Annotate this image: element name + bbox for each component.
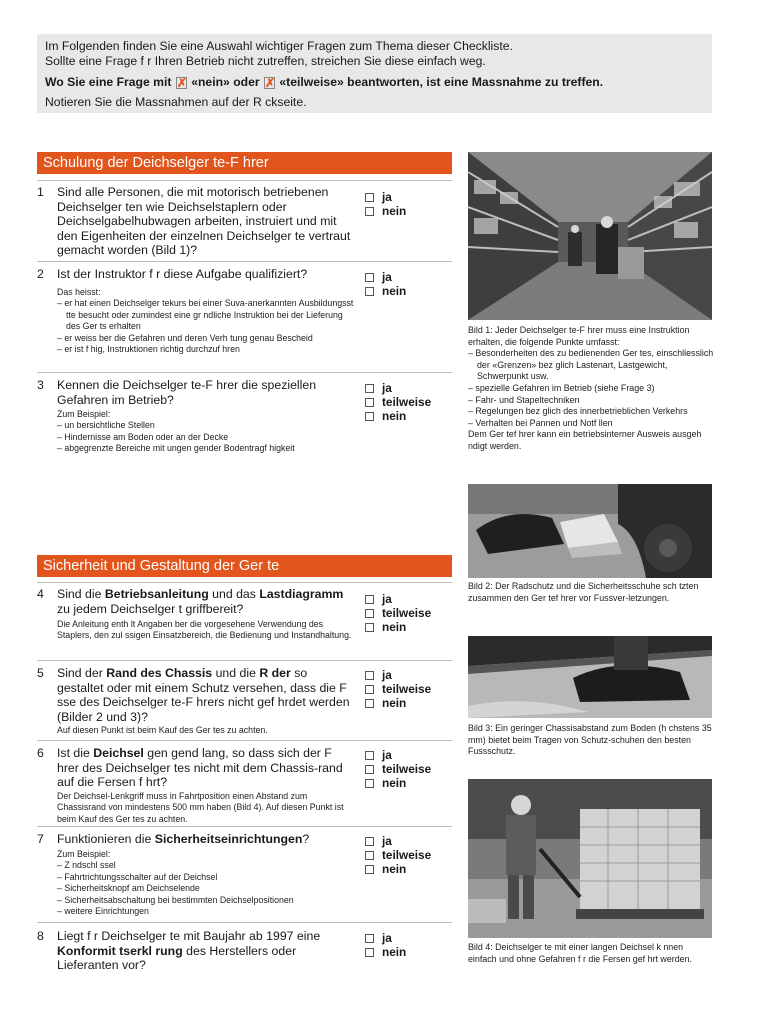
- option-ja[interactable]: ja: [365, 270, 455, 284]
- option-teilweise[interactable]: teilweise: [365, 762, 455, 776]
- checkbox[interactable]: [365, 837, 374, 846]
- answer-options: [365, 668, 455, 710]
- question-2: [37, 267, 457, 372]
- cross-mark-icon: ✗: [265, 75, 276, 90]
- note-item: – un bersichtliche Stellen: [57, 420, 155, 431]
- caption-bild-1: Bild 1: Jeder Deichselger te-F hrer muss eine Instruktion erhalten, die folgende Punkte umfasst: – Besonderheiten des zu bedienenden Ger tes, einschliesslich der «Grenzen» bez glich Lastenart, Lastgewicht, Schwerpunkt usw. – spezielle Gefahren im Betrieb (siehe Frage 3) – Fahr- und Stapeltechniken – Regelungen bez glich des innerbetrieblichen Verkehrs – Verhalten bei Pannen und Notf llen Dem Ger tef hrer kann ein betriebsinterner Ausweis ausgeh ndigt werden.: [468, 325, 714, 451]
- question-8: [37, 929, 457, 979]
- question-number: 4: [37, 587, 44, 601]
- question-number: 5: [37, 666, 44, 680]
- checkbox[interactable]: [365, 595, 374, 604]
- answer-options: [365, 190, 455, 218]
- question-text: Kennen die Deichselger te-F hrer die speziellen Gefahren im Betrieb?: [57, 378, 317, 407]
- divider: [37, 582, 452, 583]
- answer-options: [365, 834, 455, 876]
- question-number: 7: [37, 832, 44, 846]
- option-nein[interactable]: nein: [365, 620, 455, 634]
- checkbox[interactable]: [365, 685, 374, 694]
- divider: [37, 261, 452, 262]
- intro-instruction: Wo Sie eine Frage mit ✗ «nein» oder ✗ «teilweise» beantworten, ist eine Massnahme zu treffen.: [45, 74, 604, 90]
- intro-line: Notieren Sie die Massnahmen auf der R ckseite.: [45, 95, 307, 110]
- photo-chassis: [468, 636, 712, 718]
- divider: [37, 180, 452, 181]
- option-ja[interactable]: ja: [365, 931, 455, 945]
- caption-item: – spezielle Gefahren im Betrieb (siehe Frage 3): [468, 382, 655, 393]
- checkbox[interactable]: [365, 699, 374, 708]
- checkbox[interactable]: [365, 398, 374, 407]
- question-number: 8: [37, 929, 44, 943]
- section-title: Schulung der Deichselger te-F hrer: [37, 152, 452, 174]
- option-nein[interactable]: nein: [365, 945, 455, 959]
- answer-options: [365, 270, 455, 298]
- question-text: Liegt f r Deichselger te mit Baujahr ab 1997 eine Konformit tserkl rung des Herstellers oder Lieferanten vor?: [57, 929, 321, 972]
- checkbox[interactable]: [365, 765, 374, 774]
- caption-item: – Besonderheiten des zu bedienenden Ger tes, einschliesslich der «Grenzen» bez glich Lastenart, Lastgewicht, Schwerpunkt usw.: [468, 348, 714, 382]
- intro-box: [37, 34, 712, 113]
- wheel-guard-image: [468, 484, 712, 578]
- question-5: [37, 666, 457, 738]
- question-text: Ist der Instruktor f r diese Aufgabe qualifiziert?: [57, 267, 308, 281]
- option-ja[interactable]: ja: [365, 381, 455, 395]
- note-item: – er hat einen Deichselger tekurs bei einer Suva-anerkannten Ausbildungsst tte besucht oder zumindest eine gr ndliche Instruktion bei der Lieferung des Ger ts erhalten: [57, 298, 354, 332]
- photo-warehouse: [468, 152, 712, 320]
- question-number: 3: [37, 378, 44, 392]
- answer-options: [365, 381, 455, 423]
- checkbox[interactable]: [365, 865, 374, 874]
- note-item: – Fahrtrichtungsschalter auf der Deichsel: [57, 871, 218, 882]
- note-item: – Z ndschl ssel: [57, 860, 116, 871]
- note-item: – Sicherheitsknopf am Deichselende: [57, 883, 200, 894]
- section-title: Sicherheit und Gestaltung der Ger te: [37, 555, 452, 577]
- checkbox[interactable]: [365, 412, 374, 421]
- caption-item: – Fahr- und Stapeltechniken: [468, 394, 580, 405]
- divider: [37, 826, 452, 827]
- option-nein[interactable]: nein: [365, 696, 455, 710]
- question-text: Sind alle Personen, die mit motorisch betriebenen Deichselger ten wie Deichselstaplern oder Deichselgabelhubwagen arbeiten, instruiert und mit den Eigenheiten der einzelnen Deichselger te vertraut gemacht worden (Bild 1)?: [57, 185, 351, 257]
- option-teilweise[interactable]: teilweise: [365, 606, 455, 620]
- question-1: [37, 185, 457, 265]
- divider: [37, 740, 452, 741]
- option-teilweise[interactable]: teilweise: [365, 682, 455, 696]
- checkbox[interactable]: [365, 779, 374, 788]
- option-ja[interactable]: ja: [365, 748, 455, 762]
- question-note: Der Deichsel-Lenkgriff muss in Fahrtposition einen Abstand zum Chassisrand von mindestens 500 mm haben (Bild 4). Auf diesen Punkt ist beim Kauf des Ger tes zu achten.: [57, 791, 344, 824]
- divider: [37, 372, 452, 373]
- cross-mark-icon: ✗: [176, 75, 187, 90]
- warehouse-image: [468, 152, 712, 320]
- question-4: [37, 587, 457, 659]
- question-number: 6: [37, 746, 44, 760]
- checkbox[interactable]: [365, 287, 374, 296]
- question-6: [37, 746, 457, 824]
- checkbox[interactable]: [365, 193, 374, 202]
- caption-bild-2: Bild 2: Der Radschutz und die Sicherheitsschuhe sch tzten zusammen den Ger tef hrer vor Fussver-letzungen.: [468, 581, 699, 603]
- option-nein[interactable]: nein: [365, 204, 455, 218]
- note-item: – Hindernisse am Boden oder an der Decke: [57, 431, 229, 442]
- question-3: [37, 378, 457, 473]
- option-teilweise[interactable]: teilweise: [365, 848, 455, 862]
- chassis-image: [468, 636, 712, 718]
- note-item: – Sicherheitsabschaltung bei bestimmten Deichselpositionen: [57, 894, 294, 905]
- question-number: 2: [37, 267, 44, 281]
- checkbox[interactable]: [365, 384, 374, 393]
- note-item: – abgegrenzte Bereiche mit ungen gender Bodentragf higkeit: [57, 443, 295, 454]
- checkbox[interactable]: [365, 948, 374, 957]
- checkbox[interactable]: [365, 851, 374, 860]
- question-note: Auf diesen Punkt ist beim Kauf des Ger tes zu achten.: [57, 725, 268, 735]
- checkbox[interactable]: [365, 751, 374, 760]
- option-nein[interactable]: nein: [365, 776, 455, 790]
- option-ja[interactable]: ja: [365, 834, 455, 848]
- note-item: – er ist f hig, Instruktionen richtig durchzuf hren: [57, 344, 240, 355]
- checkbox[interactable]: [365, 207, 374, 216]
- question-note: Das heisst: – er hat einen Deichselger tekurs bei einer Suva-anerkannten Ausbildungsst tte besucht oder zumindest eine gr ndliche Instruktion bei der Lieferung des Ger ts erhalten – er weiss ber die Gefahren und deren Verh tung genau Bescheid – er ist f hig, Instruktionen richtig durchzuf hren: [57, 287, 357, 355]
- checkbox[interactable]: [365, 934, 374, 943]
- question-text: Funktionieren die Sicherheitseinrichtungen?: [57, 832, 310, 846]
- caption-item: – Regelungen bez glich des innerbetrieblichen Verkehrs: [468, 406, 688, 417]
- option-nein[interactable]: nein: [365, 862, 455, 876]
- question-text: Sind die Betriebsanleitung und das Lastdiagramm zu jedem Deichselger t griffbereit?: [57, 587, 344, 616]
- caption-item: – Verhalten bei Pannen und Notf llen: [468, 417, 613, 428]
- option-nein[interactable]: nein: [365, 409, 455, 423]
- question-note: Zum Beispiel: – un bersichtliche Stellen – Hindernisse am Boden oder an der Decke – abgegrenzte Bereiche mit ungen gender Bodentragf higkeit: [57, 409, 357, 455]
- option-teilweise[interactable]: teilweise: [365, 395, 455, 409]
- divider: [37, 922, 452, 923]
- option-ja[interactable]: ja: [365, 190, 455, 204]
- photo-wheel-guard: [468, 484, 712, 578]
- checkbox[interactable]: [365, 273, 374, 282]
- divider: [37, 660, 452, 661]
- answer-options: [365, 748, 455, 790]
- intro-line: Sollte eine Frage f r Ihren Betrieb nicht zutreffen, streichen Sie diese einfach weg.: [45, 54, 486, 69]
- checkbox[interactable]: [365, 609, 374, 618]
- option-nein[interactable]: nein: [365, 284, 455, 298]
- question-note: Zum Beispiel: – Z ndschl ssel – Fahrtrichtungsschalter auf der Deichsel – Sicherheitsknopf am Deichselende – Sicherheitsabschaltung bei bestimmten Deichselpositionen – weitere Einrichtungen: [57, 849, 357, 917]
- intro-line: Im Folgenden finden Sie eine Auswahl wichtiger Fragen zum Thema dieser Checkliste.: [45, 39, 513, 53]
- answer-options: [365, 931, 455, 959]
- question-text: Sind der Rand des Chassis und die R der so gestaltet oder mit einem Schutz versehen, dass die F sse des Deichselger te-F hrers nicht gef hrdet werden (Bilder 2 und 3)?: [57, 666, 350, 724]
- note-item: – weitere Einrichtungen: [57, 906, 149, 917]
- option-ja[interactable]: ja: [365, 592, 455, 606]
- long-tiller-image: [468, 779, 712, 938]
- question-7: [37, 832, 457, 920]
- checkbox[interactable]: [365, 671, 374, 680]
- photo-long-tiller: [468, 779, 712, 938]
- checkbox[interactable]: [365, 623, 374, 632]
- question-note: Die Anleitung enth lt Angaben ber die vorgesehene Verwendung des Staplers, den zul ssigen Einsatzbereich, die Bedienung und Instandhaltung.: [57, 619, 352, 641]
- option-ja[interactable]: ja: [365, 668, 455, 682]
- question-text: Ist die Deichsel gen gend lang, so dass sich der F hrer des Deichselger tes nicht mit dem Chassis-rand auf die Fersen f hrt?: [57, 746, 343, 789]
- caption-bild-3: Bild 3: Ein geringer Chassisabstand zum Boden (h chstens 35 mm) bietet beim Tragen von Schutz-schuhen den besten Fussschutz.: [468, 723, 712, 757]
- caption-bild-4: Bild 4: Deichselger te mit einer langen Deichsel k nnen einfach und ohne Gefahren f r die Fersen gef hrt werden.: [468, 942, 692, 964]
- question-number: 1: [37, 185, 44, 199]
- note-item: – er weiss ber die Gefahren und deren Verh tung genau Bescheid: [57, 332, 313, 343]
- answer-options: [365, 592, 455, 634]
